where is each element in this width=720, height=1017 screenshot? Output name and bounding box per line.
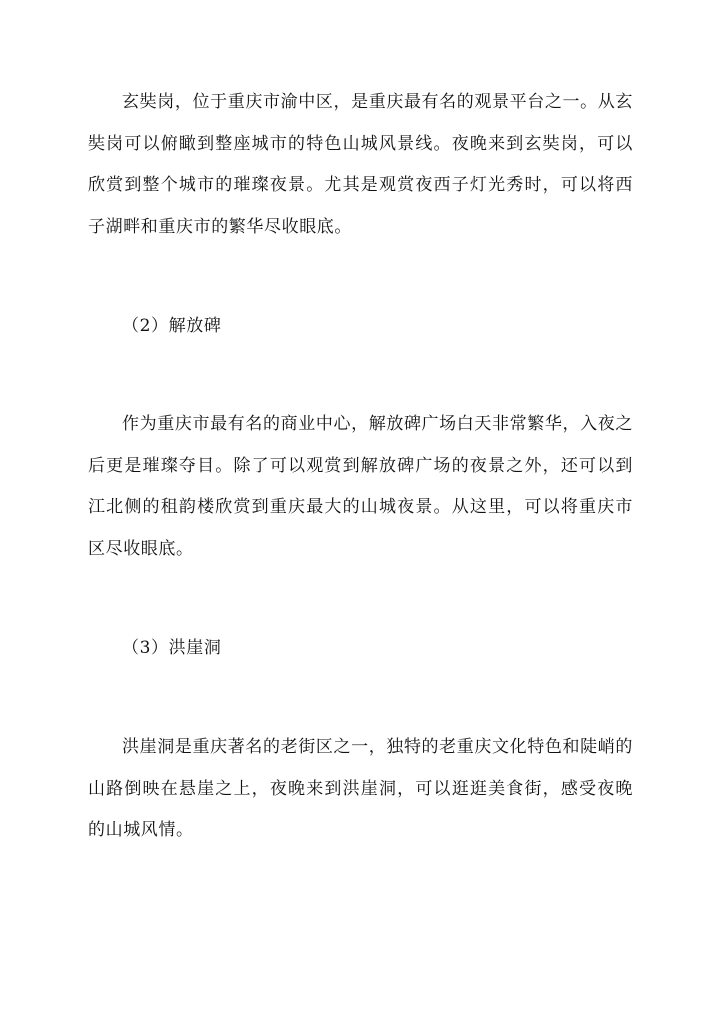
paragraph-xuanzang-ridge: 玄奘岗，位于重庆市渝中区，是重庆最有名的观景平台之一。从玄奘岗可以俯瞰到整座城市的特色山城风景线。夜晚来到玄奘岗，可以欣赏到整个城市的璀璨夜景。尤其是观赏夜西子灯光秀时，可以将西子湖畔和重庆市的繁华尽收眼底。 (88, 92, 633, 237)
section-heading-hongyadong: （3）洪崖洞 (122, 638, 222, 658)
paragraph-jiefangbei: 作为重庆市最有名的商业中心，解放碑广场白天非常繁华，入夜之后更是璀璨夺目。除了可以观赏到解放碑广场的夜景之外，还可以到江北侧的租韵楼欣赏到重庆最大的山城夜景。从这里，可以将重庆市区尽收眼底。 (88, 414, 633, 559)
section-heading-jiefangbei: （2）解放碑 (122, 316, 222, 336)
paragraph-hongyadong: 洪崖洞是重庆著名的老街区之一，独特的老重庆文化特色和陡峭的山路倒映在悬崖之上，夜晚来到洪崖洞，可以逛逛美食街，感受夜晚的山城风情。 (88, 737, 633, 840)
